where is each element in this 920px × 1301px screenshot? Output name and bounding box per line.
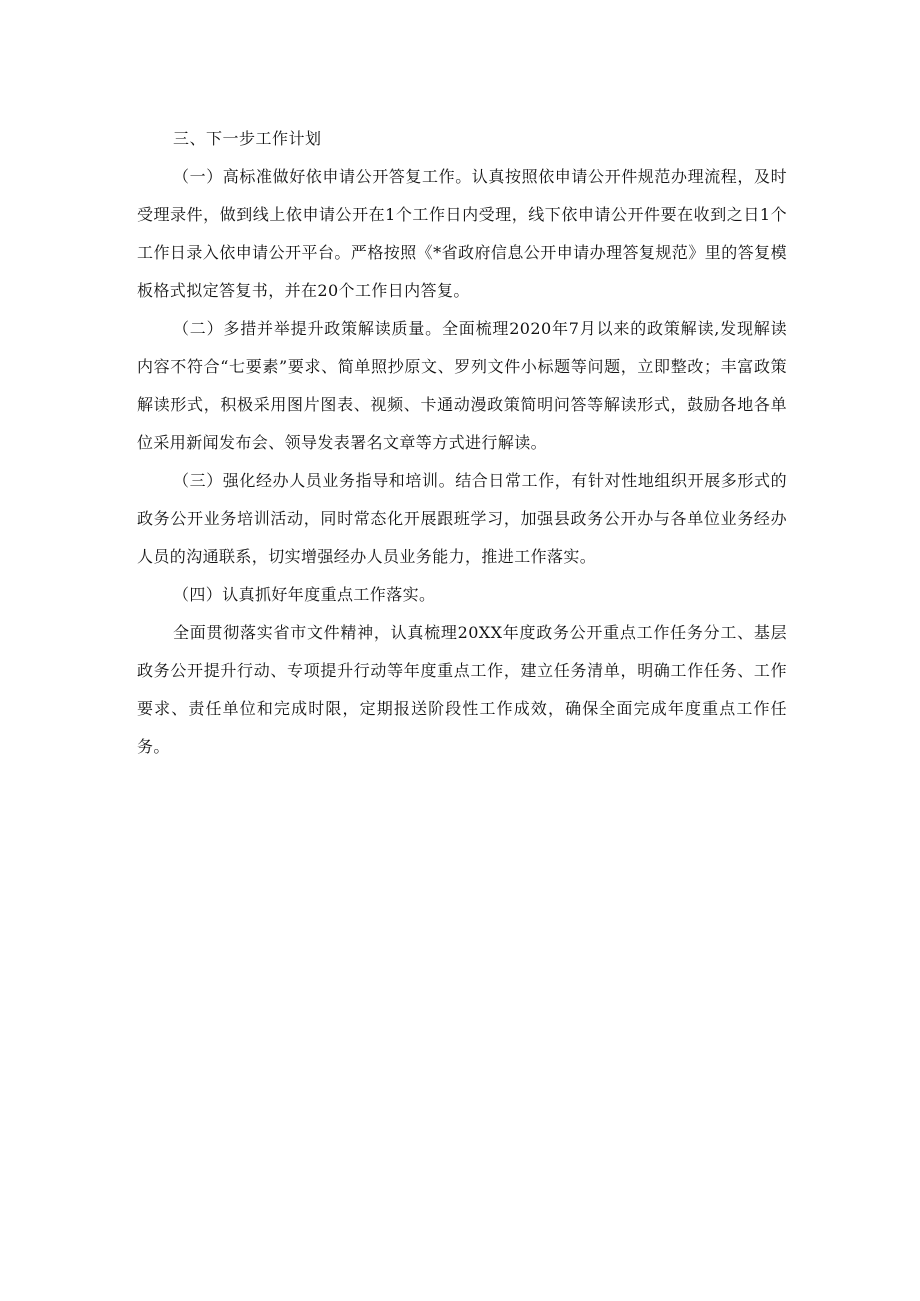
paragraph-1: （一）高标准做好依申请公开答复工作。认真按照依申请公开件规范办理流程，及时受理录件，做到线上依申请公开在1个工作日内受理，线下依申请公开件要在收到之日1个工作日录入依申请公开平台。严格按照《*省政府信息公开申请办理答复规范》里的答复模板格式拟定答复书，并在20个工作日内答复。 <box>137 167 787 300</box>
paragraph-5: 全面贯彻落实省市文件精神，认真梳理20XX年度政务公开重点工作任务分工、基层政务公开提升行动、专项提升行动等年度重点工作，建立任务清单，明确工作任务、工作要求、责任单位和完成时限，定期报送阶段性工作成效，确保全面完成年度重点工作任务。 <box>137 623 787 756</box>
document-body <box>137 120 787 766</box>
paragraph-2: （二）多措并举提升政策解读质量。全面梳理2020年7月以来的政策解读,发现解读内容不符合“七要素”要求、简单照抄原文、罗列文件小标题等问题，立即整改；丰富政策解读形式，积极采用图片图表、视频、卡通动漫政策简明问答等解读形式，鼓励各地各单位采用新闻发布会、领导发表署名文章等方式进行解读。 <box>137 319 787 452</box>
paragraph-3: （三）强化经办人员业务指导和培训。结合日常工作，有针对性地组织开展多形式的政务公开业务培训活动，同时常态化开展跟班学习，加强县政务公开办与各单位业务经办人员的沟通联系，切实增强经办人员业务能力，推进工作落实。 <box>137 471 787 566</box>
section-heading: 三、下一步工作计划 <box>173 129 322 148</box>
paragraph-4: （四）认真抓好年度重点工作落实。 <box>173 585 436 604</box>
